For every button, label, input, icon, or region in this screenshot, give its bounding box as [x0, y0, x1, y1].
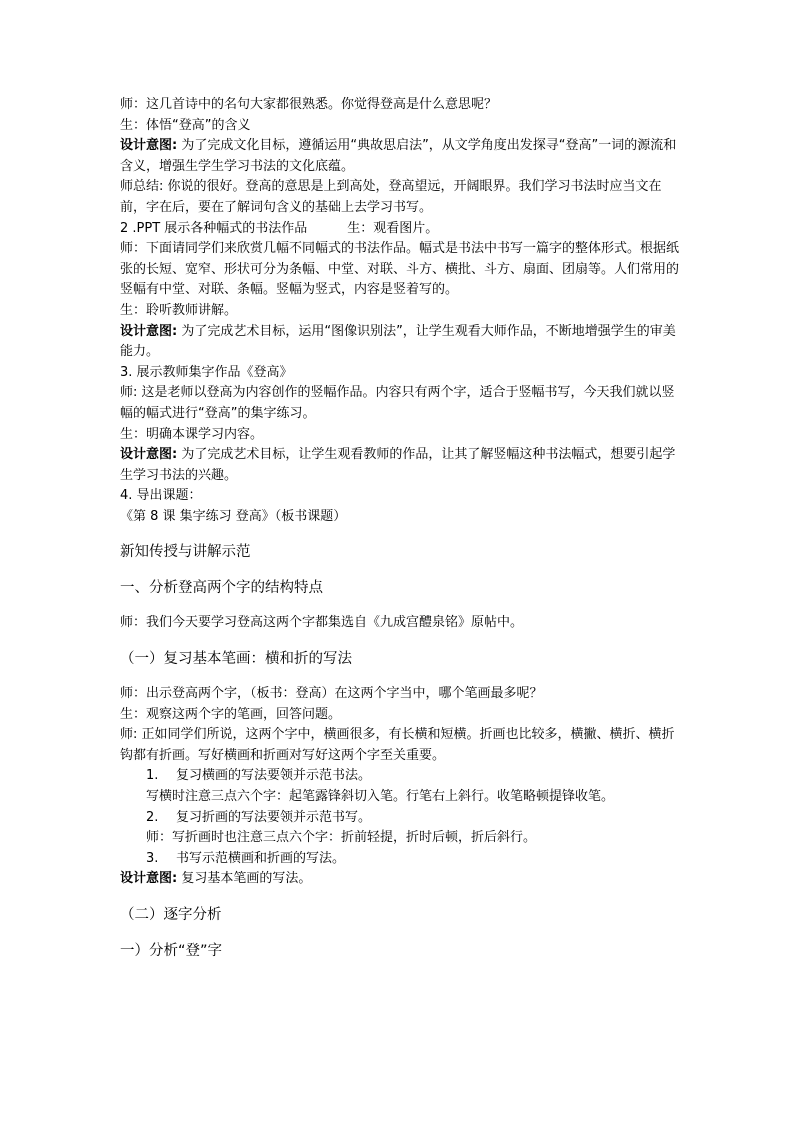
- list-number: 3.: [146, 850, 159, 866]
- list-item: [120, 766, 680, 787]
- list-text: 复习横画的写法要领并示范书法。: [176, 768, 372, 784]
- student-activity: 生：观看图片。: [347, 220, 439, 236]
- paragraph: 生：聆听教师讲解。: [120, 302, 238, 318]
- design-intent-label: 设计意图:: [120, 138, 178, 154]
- design-intent-paragraph: [120, 869, 680, 890]
- list-subtext: 师：写折画时也注意三点六个字：折前轻提，折时后顿，折后斜行。: [146, 830, 537, 846]
- paragraph: 师：出示登高两个字，（板书：登高）在这两个字当中，哪个笔画最多呢？: [120, 686, 543, 702]
- step-title: 2 .PPT 展示各种幅式的书法作品: [120, 220, 308, 236]
- paragraph: 师：下面请同学们来欣赏几幅不同幅式的书法作品。幅式是书法中书写一篇字的整体形式。根据纸张的长短、宽窄、形状可分为条幅、中堂、对联、斗方、横批、斗方、扇面、团扇等。人们常用的竖幅有中堂、对联、条幅。竖幅为竖式，内容是竖着写的。: [120, 241, 680, 298]
- subsection-heading: （二）逐字分析: [120, 907, 222, 923]
- subsection-heading: （一）复习基本笔画：横和折的写法: [120, 651, 352, 668]
- list-subtext: 写横时注意三点六个字：起笔露锋斜切入笔。行笔右上斜行。收笔略顿提锋收笔。: [146, 789, 615, 805]
- list-text: 书写示范横画和折画的写法。: [176, 850, 346, 866]
- section-heading: 一、分析登高两个字的结构特点: [120, 580, 323, 597]
- design-intent-paragraph: [120, 445, 680, 486]
- paragraph: 生：体悟“登高”的含义: [120, 117, 251, 133]
- design-intent-label: 设计意图:: [120, 871, 178, 887]
- paragraph: [120, 219, 680, 240]
- design-intent-paragraph: [120, 136, 680, 177]
- paragraph: 师: 正如同学们所说，这两个字中，横画很多，有长横和短横。折画也比较多，横撇、横折、横折钩都有折画。写好横画和折画对写好这两个字至关重要。: [120, 727, 675, 763]
- design-intent-paragraph: [120, 322, 680, 363]
- list-text: 复习折画的写法要领并示范书写。: [176, 809, 372, 825]
- paragraph: 生：观察这两个字的笔画，回答问题。: [120, 706, 342, 722]
- design-intent-text: 为了完成艺术目标，让学生观看教师的作品，让其了解竖幅这种书法幅式，想要引起学生学习书法的兴趣。: [120, 447, 676, 483]
- paragraph: 生：明确本课学习内容。: [120, 426, 264, 442]
- lesson-title: 《第 8 课 集字练习 登高》（板书课题）: [120, 508, 347, 524]
- design-intent-label: 设计意图:: [120, 323, 178, 339]
- document-body: [120, 95, 680, 962]
- list-item: [120, 849, 680, 870]
- design-intent-label: 设计意图:: [120, 447, 178, 463]
- paragraph: 3. 展示教师集字作品《登高》: [120, 364, 293, 380]
- subsection-heading: 一）分析“登”字: [120, 943, 223, 959]
- paragraph: 师：我们今天要学习登高这两个字都集选自《九成宫醴泉铭》原帖中。: [120, 615, 524, 631]
- section-heading: 新知传授与讲解示范: [120, 544, 251, 561]
- paragraph: 师：这几首诗中的名句大家都很熟悉。你觉得登高是什么意思呢？: [120, 97, 498, 112]
- list-item: [120, 808, 680, 829]
- design-intent-text: 为了完成艺术目标，运用“图像识别法”，让学生观看大师作品，不断地增强学生的审美能力。: [120, 323, 676, 360]
- list-number: 1.: [146, 768, 159, 784]
- design-intent-text: 复习基本笔画的写法。: [177, 871, 312, 887]
- paragraph: 师总结: 你说的很好。登高的意思是上到高处，登高望远，开阔眼界。我们学习书法时应当文在前，字在后，要在了解词句含义的基础上去学习书写。: [120, 179, 662, 215]
- design-intent-text: 为了完成文化目标，遵循运用“典故思启法”，从文学角度出发探寻“登高”一词的源流和含义，增强生学生学习书法的文化底蕴。: [120, 138, 677, 174]
- paragraph: 4. 导出课题：: [120, 488, 202, 504]
- paragraph: 师: 这是老师以登高为内容创作的竖幅作品。内容只有两个字，适合于竖幅书写，今天我们就以竖幅的幅式进行“登高”的集字练习。: [120, 385, 675, 421]
- list-number: 2.: [146, 809, 159, 825]
